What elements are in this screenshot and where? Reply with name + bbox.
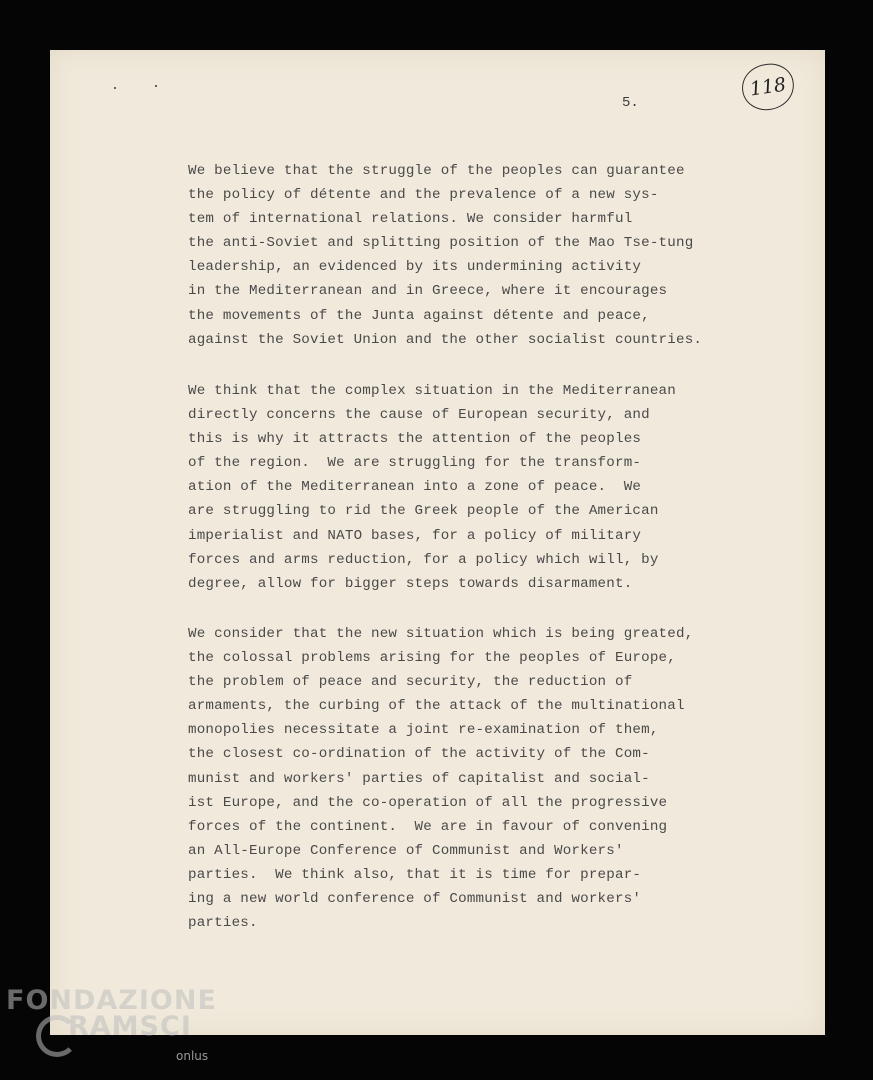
text-line: this is why it attracts the attention of the peoples	[188, 431, 642, 448]
text-line: the anti-Soviet and splitting position of the Mao Tse-tung	[188, 235, 694, 252]
watermark-subtitle: onlus	[176, 1049, 209, 1063]
text-line: of the region. We are struggling for the transform-	[188, 455, 642, 472]
watermark-line-2: RAMSCI	[68, 1011, 192, 1042]
text-line: an All-Europe Conference of Communist and Workers'	[188, 842, 624, 859]
text-line: forces and arms reduction, for a policy which will, by	[188, 551, 659, 568]
text-line: parties.	[188, 915, 258, 932]
fondazione-gramsci-watermark	[6, 985, 216, 1075]
text-line: are struggling to rid the Greek people of the American	[188, 503, 659, 520]
text-line: monopolies necessitate a joint re-examination of them,	[188, 722, 659, 739]
text-line: in the Mediterranean and in Greece, where it encourages	[188, 283, 668, 300]
watermark-line-1: FONDAZIONE	[6, 985, 217, 1016]
text-line: We believe that the struggle of the peoples can guarantee	[188, 163, 685, 179]
text-line: forces of the continent. We are in favour of convening	[188, 818, 668, 835]
text-line: directly concerns the cause of European security, and	[188, 407, 650, 424]
text-line: the problem of peace and security, the reduction of	[188, 674, 633, 691]
paragraph-3	[188, 622, 693, 935]
text-line: ist Europe, and the co-operation of all the progressive	[188, 794, 668, 811]
text-line: ation of the Mediterranean into a zone of peace. We	[188, 479, 642, 496]
text-line: against the Soviet Union and the other socialist countries.	[188, 331, 703, 348]
text-line: parties. We think also, that it is time for prepar-	[188, 866, 642, 883]
text-line: munist and workers' parties of capitalist and social-	[188, 770, 650, 787]
ink-speck	[155, 85, 157, 87]
text-line: imperialist and NATO bases, for a policy of military	[188, 527, 642, 544]
paragraph-1	[188, 159, 702, 352]
text-line: the policy of détente and the prevalence of a new sys-	[188, 187, 659, 204]
page-number: 5.	[622, 95, 639, 111]
text-line: degree, allow for bigger steps towards disarmament.	[188, 575, 633, 592]
text-line: the movements of the Junta against détente and peace,	[188, 307, 650, 324]
archive-folio-stamp: 118	[739, 61, 797, 114]
text-line: the colossal problems arising for the peoples of Europe,	[188, 650, 676, 667]
text-line: armaments, the curbing of the attack of the multinational	[188, 698, 685, 715]
text-line: We consider that the new situation which is being greated,	[188, 626, 694, 642]
paragraph-2	[188, 379, 676, 596]
ink-speck	[114, 87, 116, 89]
document-page	[50, 50, 825, 1035]
text-line: ing a new world conference of Communist and workers'	[188, 891, 642, 908]
text-line: leadership, an evidenced by its undermining activity	[188, 259, 642, 276]
text-line: We think that the complex situation in the Mediterranean	[188, 383, 676, 399]
text-line: tem of international relations. We consider harmful	[188, 211, 633, 228]
text-line: the closest co-ordination of the activity of the Com-	[188, 746, 650, 763]
